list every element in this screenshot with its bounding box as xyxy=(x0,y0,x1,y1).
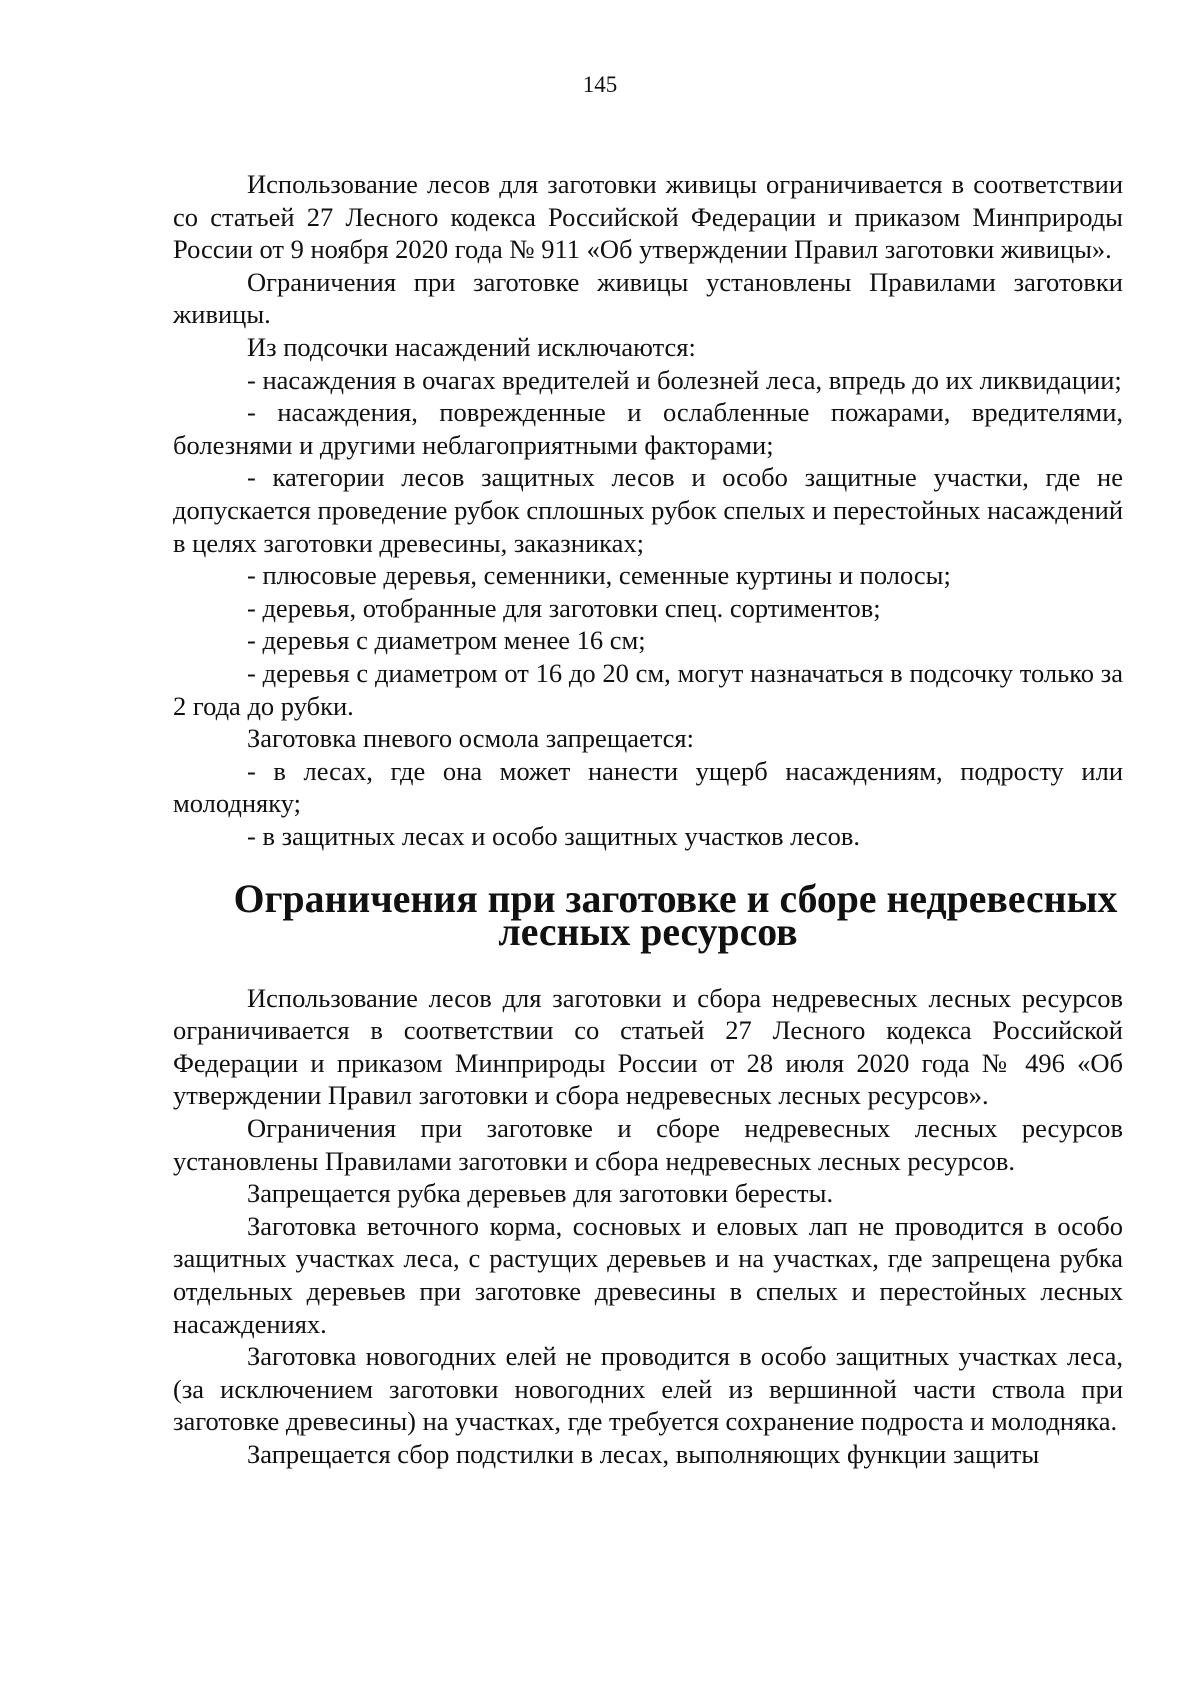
non-timber-usage-paragraph: Использование лесов для заготовки и сбора недревесных лесных ресурсов ограничивается в соответствии со статьей 27 Лесного кодекса Российской Федерации и приказом Минприроды России от 28 июля 2020 года № 496 «Об утверждении Правил заготовки и сбора недревесных лесных ресурсов». xyxy=(173,982,1123,1111)
exclusion-item: - деревья с диаметром менее 16 см; xyxy=(247,625,646,656)
exclusion-item: - деревья, отобранные для заготовки спец. сортиментов; xyxy=(247,592,881,623)
exclusion-item: - деревья с диаметром от 16 до 20 см, могут назначаться в подсочку только за 2 года до рубки. xyxy=(173,657,1123,721)
tapping-exclusions-intro: Из подсочки насаждений исключаются: xyxy=(247,331,696,362)
non-timber-restrictions-paragraph: Ограничения при заготовке и сборе недревесных лесных ресурсов установлены Правилами заготовки и сбора недревесных лесных ресурсов. xyxy=(173,1113,1123,1176)
exclusion-item: - плюсовые деревья, семенники, семенные куртины и полосы; xyxy=(247,560,951,591)
resin-restrictions-paragraph: Ограничения при заготовке живицы установлены Правилами заготовки живицы. xyxy=(173,266,1123,330)
branch-fodder-paragraph: Заготовка веточного корма, сосновых и еловых лап не проводится в особо защитных участках леса, с растущих деревьев и на участках, где запрещена рубка отдельных деревьев при заготовке древесины в спелых и перестойных лесных насаждениях. xyxy=(173,1210,1123,1339)
new-year-trees-paragraph: Заготовка новогодних елей не проводится в особо защитных участках леса, (за исключением заготовки новогодних елей из вершинной части ствола при заготовке древесины) на участках, где требуется сохранение подроста и молодняка. xyxy=(173,1341,1123,1437)
exclusion-item: - насаждения, поврежденные и ослабленные пожарами, вредителями, болезнями и другими неблагоприятными факторами; xyxy=(173,397,1123,460)
page-number: 145 xyxy=(582,72,618,97)
exclusion-item: - насаждения в очагах вредителей и болезней леса, впредь до их ликвидации; xyxy=(247,364,1122,395)
document-body xyxy=(173,168,1123,1471)
stump-resin-item: - в лесах, где она может нанести ущерб насаждениям, подросту или молодняку; xyxy=(173,755,1123,819)
stump-resin-item: - в защитных лесах и особо защитных участков лесов. xyxy=(247,820,860,851)
exclusion-item: - категории лесов защитных лесов и особо защитные участки, где не допускается проведение рубок сплошных рубок спелых и перестойных насаждений в целях заготовки древесины, заказниках; xyxy=(173,462,1123,558)
resin-usage-paragraph: Использование лесов для заготовки живицы ограничивается в соответствии со статьей 27 Лесного кодекса Российской Федерации и приказом Минприроды России от 9 ноября 2020 года № 911 «Об утверждении Правил заготовки живицы». xyxy=(173,169,1123,265)
litter-collection-paragraph: Запрещается сбор подстилки в лесах, выполняющих функции защиты xyxy=(247,1438,1040,1469)
stump-resin-intro: Заготовка пневого осмола запрещается: xyxy=(247,723,694,754)
section-heading: Ограничения при заготовке и сборе недревесных лесных ресурсов xyxy=(233,877,1118,955)
birch-bark-paragraph: Запрещается рубка деревьев для заготовки бересты. xyxy=(247,1178,834,1209)
